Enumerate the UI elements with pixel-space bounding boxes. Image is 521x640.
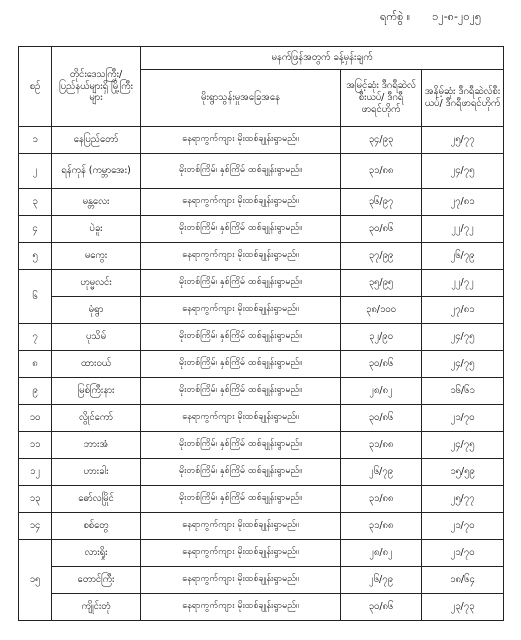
row-low: ၂၅/၇၇ [422, 486, 504, 513]
row-no: ၁၅ [19, 540, 52, 621]
row-low: ၂၄/၇၅ [422, 432, 504, 459]
row-no: ၁ [19, 127, 52, 154]
row-low: ၂၂/၇၂ [422, 216, 504, 243]
row-condition: နေရာကွက်ကျား မိုးထစ်ချုန်းရွာမည်။ [141, 127, 341, 154]
row-no: ၁၁ [19, 432, 52, 459]
row-low: ၂၁/၇၀ [422, 513, 504, 540]
header-forecast-group: မနက်ဖြန်အတွက် ခန့်မှန်းချက် [141, 47, 504, 70]
row-no: ၈ [19, 351, 52, 378]
row-high: ၃၁/၈၈ [341, 486, 422, 513]
row-low: ၂၁/၇၀ [422, 405, 504, 432]
row-high: ၃၁/၈၈ [341, 513, 422, 540]
row-low: ၂၂/၇၂ [422, 270, 504, 297]
row-low: ၂၆/၇၉ [422, 243, 504, 270]
row-no: ၁၂ [19, 459, 52, 486]
row-city: ရန်ကုန် (ကမ္ဘာအေး) [52, 154, 141, 189]
table-row [19, 189, 504, 216]
row-condition: မိုးတစ်ကြိမ်၊ နှစ်ကြိမ် ထစ်ချုန်းရွာမည်။ [141, 324, 341, 351]
row-condition: မိုးတစ်ကြိမ်၊ နှစ်ကြိမ် ထစ်ချုန်းရွာမည်။ [141, 216, 341, 243]
date-label: ရက်စွဲ ။ [380, 10, 411, 23]
row-no: ၃ [19, 189, 52, 216]
row-low: ၁၈/၆၄ [422, 567, 504, 594]
row-city: ဓော်လမြိုင် [52, 486, 141, 513]
row-no: ၆ [19, 270, 52, 324]
row-condition: မိုးတစ်ကြိမ်၊ နှစ်ကြိမ် ထစ်ချုန်းရွာမည်။ [141, 459, 341, 486]
row-condition: နေရာကွက်ကျား မိုးထစ်ချုန်းရွာမည်။ [141, 594, 341, 621]
row-high: ၃၀/၈၆ [341, 594, 422, 621]
row-low: ၂၅/၇၇ [422, 127, 504, 154]
table-row [19, 216, 504, 243]
table-row [19, 127, 504, 154]
row-high: ၂၆/၇၉ [341, 567, 422, 594]
header-no: စဉ် [19, 47, 52, 127]
row-low: ၂၃/၇၃ [422, 594, 504, 621]
row-high: ၃၅/၉၅ [341, 270, 422, 297]
row-condition: နေရာကွက်ကျား မိုးထစ်ချုန်းရွာမည်။ [141, 513, 341, 540]
row-no: ၉ [19, 378, 52, 405]
row-city: နေပြည်တော် [52, 127, 141, 154]
header-city: တိုင်းဒေသကြီး/ ပြည်နယ်များရှိ မြို့ကြီးများ [52, 47, 141, 127]
header-high: အမြင့်ဆုံး ဒီဂရီဆဲလ်စီးယပ်/ ဒီဂရီဖာရင်ဟိုက် [341, 70, 422, 127]
row-high: ၃၆/၉၇ [341, 189, 422, 216]
row-low: ၁၆/၆၁ [422, 378, 504, 405]
row-city: တောင်ကြီး [52, 567, 141, 594]
row-city: ဘားအံ [52, 432, 141, 459]
row-city: ဟားခါး [52, 459, 141, 486]
table-row [19, 513, 504, 540]
table-row [19, 154, 504, 189]
header-condition: မိုးရွာသွန်းမှုအခြေအနေ [141, 70, 341, 127]
row-city: လွိုင်ကော် [52, 405, 141, 432]
row-low: ၂၇/၈၁ [422, 297, 504, 324]
row-city: ထားဝယ် [52, 351, 141, 378]
row-condition: မိုးတစ်ကြိမ်၊ နှစ်ကြိမ် ထစ်ချုန်းရွာမည်။ [141, 270, 341, 297]
row-city: မြစ်ကြီးနား [52, 378, 141, 405]
table-row [19, 297, 504, 324]
row-no: ၇ [19, 324, 52, 351]
table-row [19, 378, 504, 405]
row-low: ၁၅/၅၉ [422, 459, 504, 486]
row-high: ၃၈/၁၀၀ [341, 297, 422, 324]
table-row [19, 432, 504, 459]
table-row [19, 324, 504, 351]
header-low: အနိမ့်ဆုံး ဒီဂရီဆဲလ်စီးယပ်/ ဒီဂရီဖာရင်ဟိုက် [422, 70, 504, 127]
row-high: ၃၁/၈၈ [341, 154, 422, 189]
row-low: ၂၁/၇၀ [422, 540, 504, 567]
row-high: ၃၁/၈၈ [341, 432, 422, 459]
row-condition: မိုးတစ်ကြိမ်၊ နှစ်ကြိမ် ထစ်ချုန်းရွာမည်။ [141, 154, 341, 189]
row-city: မကွေး [52, 243, 141, 270]
row-high: ၃၇/၉၉ [341, 243, 422, 270]
row-low: ၂၄/၇၅ [422, 154, 504, 189]
row-high: ၃၀/၈၆ [341, 351, 422, 378]
date-value: ၁၂-၈-၂၀၂၅ [432, 10, 482, 23]
row-city: ဟုမ္မလင်း [52, 270, 141, 297]
row-high: ၃၀/၈၆ [341, 216, 422, 243]
row-high: ၂၈/၈၂ [341, 378, 422, 405]
table-row [19, 270, 504, 297]
row-high: ၂၈/၈၂ [341, 540, 422, 567]
row-city: ကျိုင်းတုံ [52, 594, 141, 621]
row-high: ၂၆/၇၉ [341, 459, 422, 486]
table-row [19, 594, 504, 621]
row-city: မုံရွာ [52, 297, 141, 324]
row-high: ၃၂/၉၀ [341, 324, 422, 351]
row-no: ၁၄ [19, 513, 52, 540]
row-condition: နေရာကွက်ကျား မိုးထစ်ချုန်းရွာမည်။ [141, 567, 341, 594]
table-row [19, 243, 504, 270]
row-condition: နေရာကွက်ကျား မိုးထစ်ချုန်းရွာမည်။ [141, 189, 341, 216]
row-city: မန္တလေး [52, 189, 141, 216]
row-condition: မိုးတစ်ကြိမ်၊ နှစ်ကြိမ် ထစ်ချုန်းရွာမည်။ [141, 378, 341, 405]
row-no: ၁၃ [19, 486, 52, 513]
row-low: ၂၄/၇၅ [422, 324, 504, 351]
row-condition: နေရာကွက်ကျား မိုးထစ်ချုန်းရွာမည်။ [141, 540, 341, 567]
row-city: ပုသိမ် [52, 324, 141, 351]
row-no: ၁၀ [19, 405, 52, 432]
row-condition: နေရာကွက်ကျား မိုးထစ်ချုန်းရွာမည်။ [141, 243, 341, 270]
forecast-table [18, 46, 504, 621]
row-city: ပဲခူး [52, 216, 141, 243]
row-condition: နေရာကွက်ကျား မိုးထစ်ချုန်းရွာမည်။ [141, 405, 341, 432]
row-condition: မိုးတစ်ကြိမ်၊ နှစ်ကြိမ် ထစ်ချုန်းရွာမည်။ [141, 486, 341, 513]
row-city: စစ်တွေ [52, 513, 141, 540]
row-no: ၄ [19, 216, 52, 243]
row-no: ၂ [19, 154, 52, 189]
table-row [19, 459, 504, 486]
row-condition: မိုးတစ်ကြိမ်၊ နှစ်ကြိမ် ထစ်ချုန်းရွာမည်။ [141, 432, 341, 459]
row-high: ၃၀/၈၆ [341, 405, 422, 432]
table-row [19, 405, 504, 432]
row-low: ၂၄/၇၅ [422, 351, 504, 378]
row-low: ၂၇/၈၁ [422, 189, 504, 216]
row-high: ၃၄/၉၃ [341, 127, 422, 154]
table-row [19, 351, 504, 378]
row-city: လားရှိုး [52, 540, 141, 567]
row-no: ၅ [19, 243, 52, 270]
table-row [19, 486, 504, 513]
row-condition: မိုးတစ်ကြိမ်၊ နှစ်ကြိမ် ထစ်ချုန်းရွာမည်။ [141, 351, 341, 378]
table-row [19, 567, 504, 594]
date-line [380, 10, 503, 26]
table-row [19, 540, 504, 567]
row-condition: နေရာကွက်ကျား မိုးထစ်ချုန်းရွာမည်။ [141, 297, 341, 324]
